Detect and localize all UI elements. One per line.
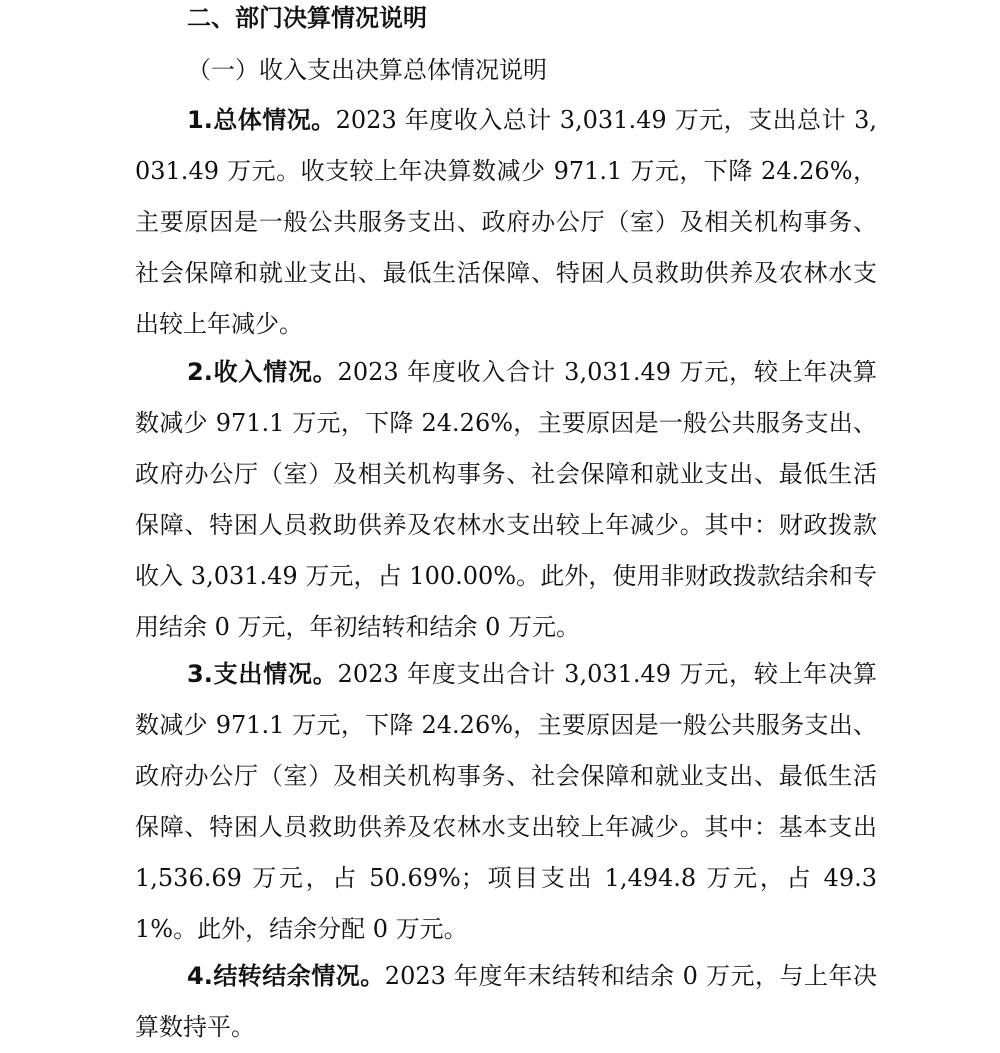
paragraph-expenditure: [135, 649, 877, 955]
paragraph-lead: 1.总体情况。: [187, 106, 336, 134]
section-heading: 二、部门决算情况说明: [187, 4, 427, 32]
paragraph-body: 2023 年度年末结转和结余 0 万元，与上年决算数持平。: [135, 962, 877, 1041]
paragraph-body: 2023 年度收入总计 3,031.49 万元，支出总计 3,031.49 万元。收支较上年决算数减少 971.1 万元，下降 24.26%，主要原因是一般公共服务支出、政府办公厅（室）及相关机构事务、社会保障和就业支出、最低生活保障、特困人员救助供养及农林水支出较上年减少。: [135, 106, 877, 338]
paragraph-carryover: [135, 951, 877, 1053]
paragraph-overall: [135, 95, 877, 350]
paragraph-income: [135, 347, 877, 653]
paragraph-lead: 2.收入情况。: [187, 358, 338, 386]
paragraph-body: 2023 年度收入合计 3,031.49 万元，较上年决算数减少 971.1 万元，下降 24.26%，主要原因是一般公共服务支出、政府办公厅（室）及相关机构事务、社会保障和就业支出、最低生活保障、特困人员救助供养及农林水支出较上年减少。其中：财政拨款收入 3,031.49 万元，占 100.00%。此外，使用非财政拨款结余和专用结余 0 万元，年初结转和结余 0 万元。: [135, 358, 877, 641]
paragraph-lead: 4.结转结余情况。: [187, 962, 385, 990]
subsection-heading: （一）收入支出决算总体情况说明: [187, 56, 547, 84]
paragraph-lead: 3.支出情况。: [187, 660, 338, 688]
paragraph-body: 2023 年度支出合计 3,031.49 万元，较上年决算数减少 971.1 万元，下降 24.26%，主要原因是一般公共服务支出、政府办公厅（室）及相关机构事务、社会保障和就业支出、最低生活保障、特困人员救助供养及农林水支出较上年减少。其中：基本支出 1,536.69 万元，占 50.69%；项目支出 1,494.8 万元，占 49.31%。此外，结余分配 0 万元。: [135, 660, 877, 943]
